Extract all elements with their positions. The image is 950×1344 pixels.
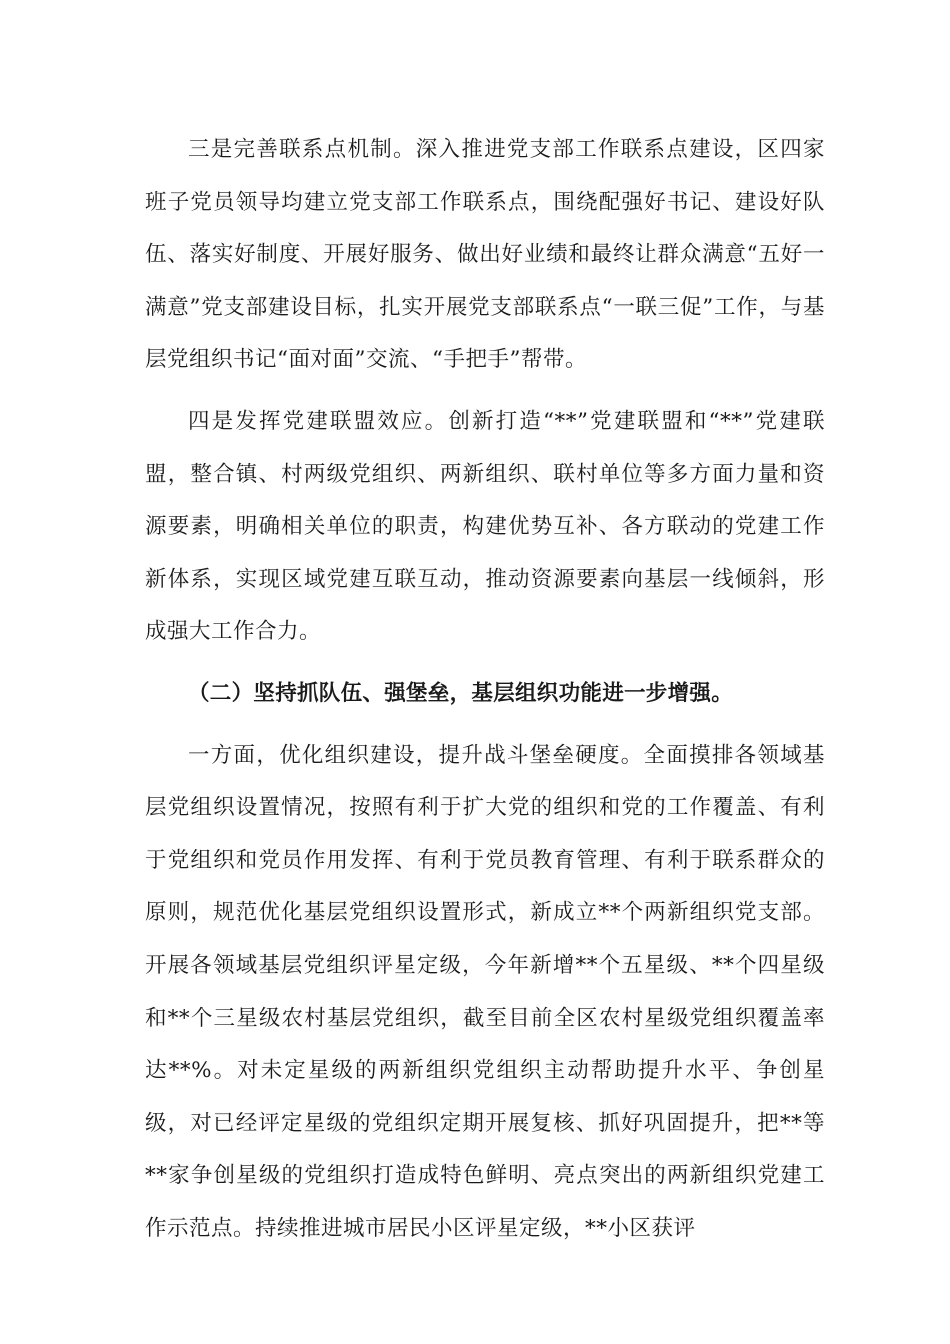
paragraph-organization-building: 一方面，优化组织建设，提升战斗堡垒硬度。全面摸排各领域基层党组织设置情况，按照有利于扩大党的组织和党的工作覆盖、有利于党组织和党员作用发挥、有利于党员教育管理、有利于联系群众的原则，规范优化基层党组织设置形式，新成立**个两新组织党支部。开展各领域基层党组织评星定级，今年新增**个五星级、**个四星级和**个三星级农村基层党组织，截至目前全区农村星级党组织覆盖率达**%。对未定星级的两新组织党组织主动帮助提升水平、争创星级，对已经评定星级的党组织定期开展复核、抓好巩固提升，把**等**家争创星级的党组织打造成特色鲜明、亮点突出的两新组织党建工作示范点。持续推进城市居民小区评星定级，**小区获评 — [145, 742, 825, 1241]
paragraph-contact-point-mechanism: 三是完善联系点机制。深入推进党支部工作联系点建设，区四家班子党员领导均建立党支部工作联系点，围绕配强好书记、建设好队伍、落实好制度、开展好服务、做出好业绩和最终让群众满意“五好一满意”党支部建设目标，扎实开展党支部联系点“一联三促”工作，与基层党组织书记“面对面”交流、“手把手”帮带。 — [145, 137, 825, 373]
document-body — [145, 124, 825, 1255]
section-heading: （二）坚持抓队伍、强堡垒，基层组织功能进一步增强。 — [188, 680, 734, 706]
paragraph-party-alliance: 四是发挥党建联盟效应。创新打造“**”党建联盟和“**”党建联盟，整合镇、村两级党组织、两新组织、联村单位等多方面力量和资源要素，明确相关单位的职责，构建优势互补、各方联动的党建工作新体系，实现区域党建互联互动，推动资源要素向基层一线倾斜，形成强大工作合力。 — [145, 408, 825, 645]
